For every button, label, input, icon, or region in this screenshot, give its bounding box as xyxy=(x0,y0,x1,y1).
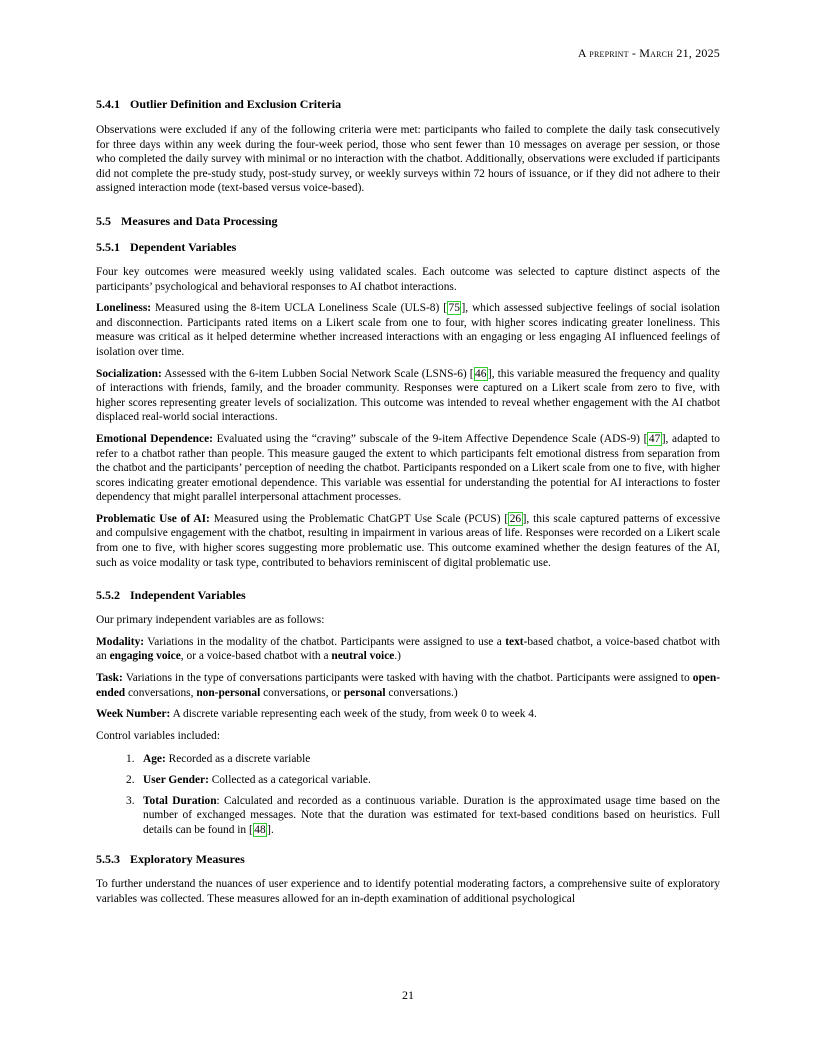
citation-link[interactable]: 48 xyxy=(254,823,266,836)
paragraph-loneliness: Loneliness: Measured using the 8-item UCLA Loneliness Scale (ULS-8) [ 75 ], which assessed subjective feelings of social isolation and disconnection. Participants rated items on a Likert scale from one to four, with higher scores indicating greater loneliness. This measure was critical as it helped determine whether increased interactions with an engaging or less engaging AI influenced feelings of isolation over time. xyxy=(96,302,720,358)
control-variables-list xyxy=(96,752,720,837)
header-label: A preprint xyxy=(577,46,629,60)
section-title: Measures and Data Processing xyxy=(121,213,278,228)
term-emotional-dependence: Emotional Dependence: xyxy=(96,432,213,445)
section-title: Outlier Definition and Exclusion Criteria xyxy=(130,97,342,111)
header-separator: - xyxy=(628,46,640,60)
section-title: Independent Variables xyxy=(130,588,246,603)
header-date: March 21, 2025 xyxy=(639,46,720,60)
paragraph-outlier-criteria: Observations were excluded if any of the following criteria were met: participants who failed to complete the daily task consecutively for three days within any week during the four-week period, those who sent fewer than 10 messages on average per session, or those who completed the daily survey with minimal or no interaction with the chatbot. Additionally, observations were excluded if participants did not complete the pre-study study, post-study survey, or weekly surveys within 72 hours of issuance, or if they did not adhere to their assigned interaction mode (text-based versus voice-based). xyxy=(96,124,720,195)
term-problematic-use: Problematic Use of AI: xyxy=(96,512,210,525)
section-heading-5-4-1 xyxy=(96,96,720,112)
term-task: Task: xyxy=(96,672,123,685)
section-number: 5.4.1 xyxy=(96,97,120,111)
section-heading-5-5-1 xyxy=(96,239,720,255)
section-heading-5-5-2 xyxy=(96,587,720,603)
paragraph-independent-intro: Our primary independent variables are as follows: xyxy=(96,614,325,627)
section-number: 5.5 xyxy=(96,213,111,228)
term-week-number: Week Number: xyxy=(96,708,171,721)
citation-link[interactable]: 47 xyxy=(648,432,661,445)
list-item: 3. Total Duration: Calculated and recorded as a continuous variable. Duration is the approximated usage time based on the number of exchanged messages. Note that the duration was estimated for text-based conditions based on heuristics. Full details can be found in [ 48 ]. xyxy=(126,794,720,836)
page-number: 21 xyxy=(402,988,414,1002)
running-header xyxy=(578,46,720,61)
citation-link[interactable]: 26 xyxy=(509,512,522,525)
paragraph-problematic-use: Problematic Use of AI: Measured using the Problematic ChatGPT Use Scale (PCUS) [ 26 ], this scale captured patterns of excessive and compulsive engagement with the chatbot, resulting in impairment in various areas of life. Responses were recorded on a Likert scale from one to five, with higher scores suggesting more problematic use. This outcome examined whether the design features of the AI, such as voice modality or task type, contributed to behaviors reminiscent of digital problematic use. xyxy=(96,512,720,569)
paragraph-emotional-dependence: Emotional Dependence: Evaluated using the “craving” subscale of the 9-item Affective Dependence Scale (ADS-9) [ 47 ], adapted to refer to a chatbot rather than people. This measure gauged the extent to which participants felt emotional distress from separation from the chatbot and the participants’ perception of needing the chatbot. Participants responded on a Likert scale from one to five, with higher scores indicating greater emotional dependence. This variable was essential for understanding the potential for AI interactions to foster dependency that might parallel interpersonal attachment processes. xyxy=(96,432,720,504)
paragraph-socialization: Socialization: Assessed with the 6-item Lubben Social Network Scale (LSNS-6) [ 46 ], this variable measured the frequency and quality of interactions with friends, family, and the broader community. Responses were captured on a Likert scale from zero to five, with higher scores representing greater levels of socialization. This outcome was intended to reveal whether engagement with the AI chatbot displaced real-world social interactions. xyxy=(96,367,720,424)
paragraph-modality: Modality: Variations in the modality of the chatbot. Participants were assigned to use a text-based chatbot, a voice-based chatbot with an engaging voice, or a voice-based chatbot with a neutral voice.) xyxy=(96,635,720,663)
term-socialization: Socialization: xyxy=(96,367,162,380)
section-number: 5.5.3 xyxy=(96,852,120,867)
page-body xyxy=(96,96,720,907)
section-heading-5-5 xyxy=(96,213,720,229)
paragraph-week-number: Week Number: A discrete variable representing each week of the study, from week 0 to week 4. xyxy=(96,708,537,721)
list-item: 2. User Gender: Collected as a categorical variable. xyxy=(126,774,371,786)
section-heading-5-5-3 xyxy=(96,851,720,867)
section-title: Exploratory Measures xyxy=(130,852,245,867)
paragraph-control-intro: Control variables included: xyxy=(96,729,221,742)
citation-link[interactable]: 75 xyxy=(448,302,460,315)
citation-link[interactable]: 46 xyxy=(475,367,487,380)
section-number: 5.5.2 xyxy=(96,588,120,603)
section-number: 5.5.1 xyxy=(96,239,120,254)
section-title: Dependent Variables xyxy=(130,239,237,254)
paragraph-dependent-intro: Four key outcomes were measured weekly using validated scales. Each outcome was selected to capture distinct aspects of the participants’ psychological and behavioral responses to AI chatbot interactions. xyxy=(96,265,720,293)
paragraph-exploratory-measures: To further understand the nuances of user experience and to identify potential moderating factors, a comprehensive suite of exploratory variables was collected. These measures allowed for an in-depth examination of additional psychological xyxy=(96,878,720,905)
term-modality: Modality: xyxy=(96,635,145,648)
term-loneliness: Loneliness: xyxy=(96,302,152,315)
list-item: 1. Age: Recorded as a discrete variable xyxy=(126,753,311,766)
paragraph-task: Task: Variations in the type of conversations participants were tasked with having with the chatbot. Participants were assigned to open-ended conversations, non-personal conversations, or personal conversations.) xyxy=(96,672,720,699)
